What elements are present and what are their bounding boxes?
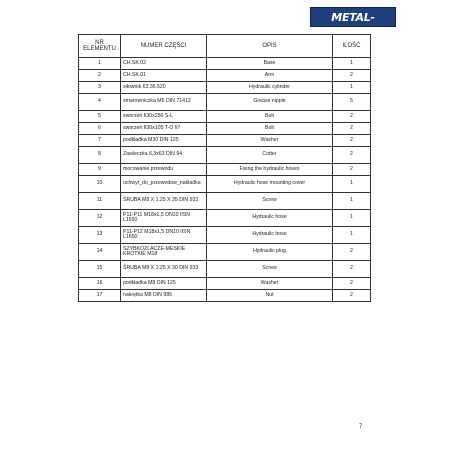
cell-description: Nut (207, 290, 333, 302)
cell-description: Fixing the hydraulic hoses (207, 164, 333, 176)
cell-quantity: 1 (333, 82, 371, 94)
table-row (79, 261, 371, 278)
table-row (79, 82, 371, 94)
cell-quantity: 1 (333, 210, 371, 227)
cell-nr: 16 (79, 278, 121, 290)
cell-description: Bolt (207, 111, 333, 123)
table-row (79, 193, 371, 210)
table-row (79, 147, 371, 164)
cell-description: Bolt (207, 123, 333, 135)
cell-nr: 12 (79, 210, 121, 227)
cell-quantity: 2 (333, 164, 371, 176)
cell-nr: 5 (79, 111, 121, 123)
cell-nr: 6 (79, 123, 121, 135)
company-logo: METAL-TECHNIK (310, 7, 396, 27)
cell-description: Washer (207, 135, 333, 147)
page-number: 7 (359, 424, 363, 430)
header-description: OPIS (207, 35, 333, 58)
cell-quantity: 5 (333, 94, 371, 111)
table-row (79, 176, 371, 193)
cell-part-number: siłownik 63.36.520 (121, 82, 207, 94)
cell-nr: 17 (79, 290, 121, 302)
cell-part-number: nakrętka M8 DIN 985 (121, 290, 207, 302)
cell-part-number: SZYBKOZLACZE-MESKIE KROTKIE M18 (121, 244, 207, 261)
cell-part-number: CH.SK.01 (121, 70, 207, 82)
table-row (79, 164, 371, 176)
cell-quantity: 1 (333, 58, 371, 70)
cell-quantity: 2 (333, 135, 371, 147)
cell-part-number: mocowanie przewodu (121, 164, 207, 176)
cell-quantity: 1 (333, 193, 371, 210)
cell-quantity: 1 (333, 227, 371, 244)
cell-quantity: 2 (333, 70, 371, 82)
cell-part-number: CH.SK.02 (121, 58, 207, 70)
table-row (79, 94, 371, 111)
cell-description: Screw (207, 193, 333, 210)
cell-part-number: P11-P12 M18x1,5 DN10 IISN L1650 (121, 227, 207, 244)
table-row (79, 290, 371, 302)
cell-part-number: Zawleczka 6,3x63 DIN 94 (121, 147, 207, 164)
cell-description: Hydraulic hose (207, 210, 333, 227)
header-part-number: NUMER CZĘŚCI (121, 35, 207, 58)
table-row (79, 278, 371, 290)
cell-quantity: 2 (333, 123, 371, 135)
cell-nr: 11 (79, 193, 121, 210)
cell-nr: 7 (79, 135, 121, 147)
cell-nr: 10 (79, 176, 121, 193)
cell-description: Hydraulic hose mounting cover (207, 176, 333, 193)
table-body (79, 58, 371, 302)
table-row (79, 135, 371, 147)
parts-table (78, 34, 371, 302)
cell-nr: 8 (79, 147, 121, 164)
cell-nr: 3 (79, 82, 121, 94)
table-row (79, 70, 371, 82)
cell-part-number: P11-P11 M18x1,5 DN10 IISN L1650 (121, 210, 207, 227)
cell-nr: 9 (79, 164, 121, 176)
cell-part-number: sworzeń fi30x105 T-O fi7 (121, 123, 207, 135)
table-row (79, 58, 371, 70)
cell-part-number: ŚRUBA M8 X 1.25 X 30 DIN 933 (121, 261, 207, 278)
header-quantity: ILOŚĆ (333, 35, 371, 58)
cell-nr: 1 (79, 58, 121, 70)
cell-quantity: 2 (333, 290, 371, 302)
table-header-row (79, 35, 371, 58)
cell-nr: 4 (79, 94, 121, 111)
cell-nr: 2 (79, 70, 121, 82)
header-nr: NR ELEMENTU (79, 35, 121, 58)
cell-quantity: 1 (333, 176, 371, 193)
cell-part-number: sworzeń fi30x250 S-L (121, 111, 207, 123)
cell-description: Base (207, 58, 333, 70)
cell-description: Screw (207, 261, 333, 278)
cell-description: Cotter (207, 147, 333, 164)
cell-part-number: ŚRUBA M8 X 1.25 X 35 DIN 933 (121, 193, 207, 210)
cell-quantity: 2 (333, 261, 371, 278)
cell-quantity: 2 (333, 147, 371, 164)
table-row (79, 227, 371, 244)
cell-part-number: podkładka M8 DIN 125 (121, 278, 207, 290)
cell-description: Hydraulic cylinder (207, 82, 333, 94)
cell-nr: 14 (79, 244, 121, 261)
table-row (79, 210, 371, 227)
cell-description: Hydraulic hose (207, 227, 333, 244)
cell-description: Arm (207, 70, 333, 82)
cell-description: Hydraulic plug (207, 244, 333, 261)
cell-quantity: 2 (333, 111, 371, 123)
cell-nr: 13 (79, 227, 121, 244)
cell-nr: 15 (79, 261, 121, 278)
table-row (79, 123, 371, 135)
cell-part-number: uchwyt_do_przewodow_nakladka (121, 176, 207, 193)
cell-description: Washer (207, 278, 333, 290)
cell-quantity: 2 (333, 244, 371, 261)
cell-part-number: podkładka M30 DIN 125 (121, 135, 207, 147)
cell-quantity: 2 (333, 278, 371, 290)
table-row (79, 244, 371, 261)
cell-description: Grease nipple (207, 94, 333, 111)
cell-part-number: smarowniczka M6 DIN 71412 (121, 94, 207, 111)
table-row (79, 111, 371, 123)
